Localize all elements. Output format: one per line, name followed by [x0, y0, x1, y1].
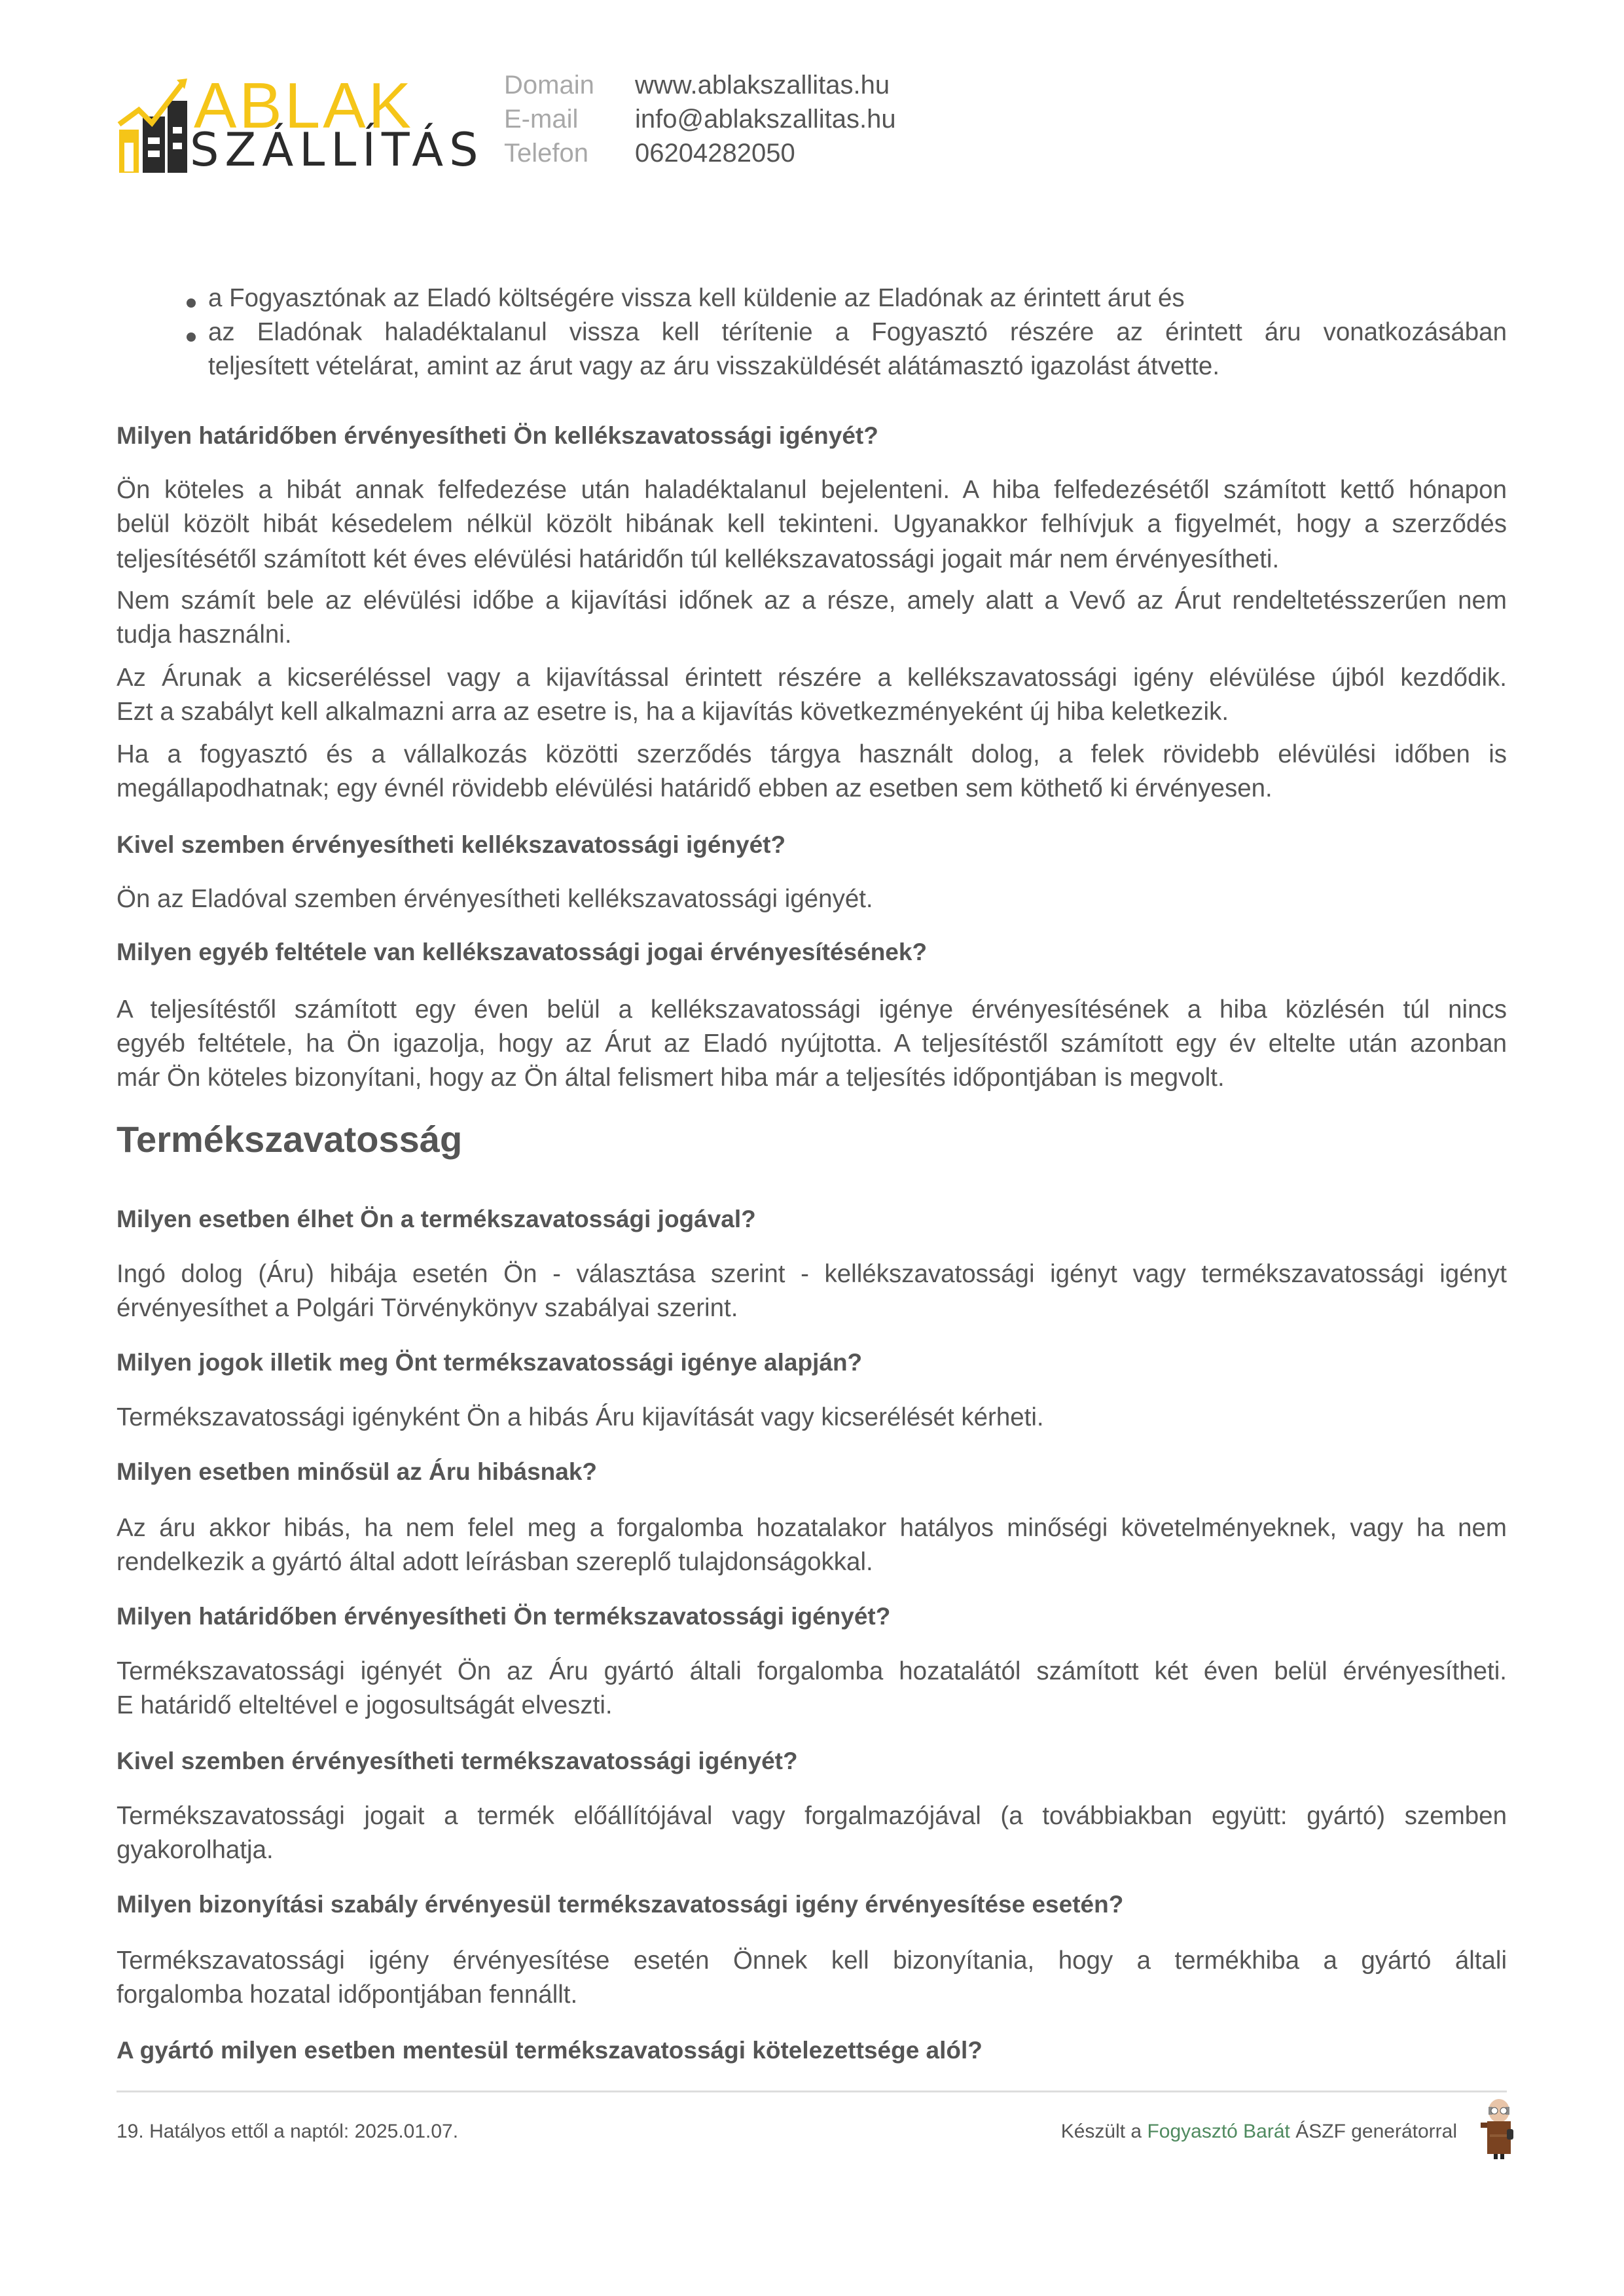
paragraph-line: Az Árunak a kicseréléssel vagy a kijavítással érintett részére a kellékszavatossági igény elévülése újból kezdődik. [117, 664, 1507, 692]
question-heading: Milyen határidőben érvényesítheti Ön termékszavatossági igényét? [117, 1603, 891, 1630]
paragraph-line: teljesítésétől számított két éves elévülési határidőn túl kellékszavatossági jogait már nem érvényesítheti. [117, 545, 1280, 573]
logo-text-szallitas: SZÁLLÍTÁS [190, 123, 484, 177]
fogyaszto-barat-link[interactable]: Fogyasztó Barát [1147, 2121, 1290, 2142]
question-heading: A gyártó milyen esetben mentesül termékszavatossági kötelezettsége alól? [117, 2037, 983, 2064]
paragraph-line: rendelkezik a gyártó által adott leírásban szereplő tulajdonságokkal. [117, 1548, 873, 1576]
effective-date-label: Hatályos ettől a naptól: 2025.01.07. [149, 2121, 459, 2142]
paragraph-line: Termékszavatossági igényét Ön az Áru gyártó általi forgalomba hozatalától számított két éven belül érvényesítheti. [117, 1657, 1507, 1685]
email-link[interactable]: info@ablakszallitas.hu [635, 105, 896, 134]
paragraph-line: egyéb feltétele, ha Ön igazolja, hogy az Árut az Eladó nyújtotta. A teljesítéstől számított egy év eltelte után azonban [117, 1030, 1507, 1058]
paragraph-line: belül közölt hibát késedelem nélkül közölt hibának kell tekinteni. Ugyanakkor felhívjuk a figyelmét, hogy a szerződés [117, 510, 1507, 538]
bullet-icon [187, 298, 196, 308]
monk-mascot-icon [1481, 2098, 1515, 2161]
question-heading: Milyen jogok illetik meg Önt termékszavatossági igénye alapján? [117, 1349, 863, 1376]
phone-link[interactable]: 06204282050 [635, 139, 795, 168]
section-title: Termékszavatosság [117, 1119, 463, 1160]
page-number: 19. [117, 2121, 144, 2142]
credit-prefix: Készült a [1060, 2121, 1142, 2142]
contact-label: E-mail [504, 105, 579, 134]
paragraph-line: Ingó dolog (Áru) hibája esetén Ön - választása szerint - kellékszavatossági igényt vagy termékszavatossági igényt [117, 1260, 1507, 1288]
paragraph-line: Ön köteles a hibát annak felfedezése után haladéktalanul bejelenteni. A hiba felfedezésétől számított kettő hónapon [117, 476, 1507, 504]
paragraph-line: forgalomba hozatal időpontjában fennállt. [117, 1981, 578, 2009]
paragraph-line: Az áru akkor hibás, ha nem felel meg a forgalomba hozatalakor hatályos minőségi követelményeknek, vagy ha nem [117, 1514, 1507, 1542]
paragraph-line: Termékszavatossági igényként Ön a hibás Áru kijavítását vagy kicserélését kérheti. [117, 1403, 1044, 1431]
contact-row-domain [504, 68, 896, 102]
logo-text-ablak: ABLAK [194, 69, 414, 141]
paragraph-line: megállapodhatnak; egy évnél rövidebb elévülési határidő ebben az esetben sem köthető ki érvényesen. [117, 774, 1272, 802]
contact-label: Telefon [504, 139, 588, 168]
paragraph-line: gyakorolhatja. [117, 1836, 274, 1864]
contact-row-phone [504, 136, 896, 170]
paragraph-line: tudja használni. [117, 620, 292, 649]
question-heading: Milyen határidőben érvényesítheti Ön kellékszavatossági igényét? [117, 422, 878, 449]
credit-suffix: ÁSZF generátorral [1295, 2121, 1457, 2142]
question-heading: Kivel szemben érvényesítheti termékszavatossági igényét? [117, 1748, 798, 1774]
paragraph-line: E határidő elteltével e jogosultságát elveszti. [117, 1691, 613, 1719]
paragraph-line: érvényesíthet a Polgári Törvénykönyv szabályai szerint. [117, 1294, 738, 1322]
question-heading: Milyen egyéb feltétele van kellékszavatossági jogai érvényesítésének? [117, 939, 928, 965]
paragraph-line: már Ön köteles bizonyítani, hogy az Ön által felismert hiba már a teljesítés időpontjában is megvolt. [117, 1064, 1225, 1092]
house-chart-icon [117, 77, 190, 175]
footer-divider [117, 2090, 1507, 2092]
paragraph-line: Ön az Eladóval szemben érvényesítheti kellékszavatossági igényét. [117, 885, 873, 913]
contact-label: Domain [504, 71, 594, 99]
contact-row-email [504, 102, 896, 136]
contact-block [504, 68, 896, 170]
paragraph-line: Termékszavatossági jogait a termék előállítójával vagy forgalmazójával (a továbbiakban együtt: gyártó) szemben [117, 1802, 1507, 1830]
bullet-item: az Eladónak haladéktalanul vissza kell térítenie a Fogyasztó részére az érintett áru vonatkozásában [208, 318, 1507, 346]
footer-effective-date [117, 2121, 458, 2143]
paragraph-line: Termékszavatossági igény érvényesítése esetén Önnek kell bizonyítania, hogy a termékhiba a gyártó általi [117, 1946, 1507, 1975]
question-heading: Milyen bizonyítási szabály érvényesül termékszavatossági igény érvényesítése esetén? [117, 1891, 1124, 1918]
question-heading: Milyen esetben minősül az Áru hibásnak? [117, 1458, 598, 1485]
question-heading: Kivel szemben érvényesítheti kellékszavatossági igényét? [117, 831, 786, 858]
bullet-icon [187, 332, 196, 342]
question-heading: Milyen esetben élhet Ön a termékszavatossági jogával? [117, 1206, 756, 1232]
footer-credit [1061, 2121, 1457, 2143]
paragraph-line: Nem számít bele az elévülési időbe a kijavítási időnek az a része, amely alatt a Vevő az Árut rendeltetésszerűen nem [117, 586, 1507, 615]
bullet-item: a Fogyasztónak az Eladó költségére vissza kell küldenie az Eladónak az érintett árut és [208, 284, 1185, 312]
domain-link[interactable]: www.ablakszallitas.hu [635, 71, 890, 99]
paragraph-line: Ha a fogyasztó és a vállalkozás közötti szerződés tárgya használt dolog, a felek rövidebb elévülési időben is [117, 740, 1507, 768]
bullet-item-continuation: teljesített vételárat, amint az árut vagy az áru visszaküldését alátámasztó igazolást átvette. [208, 352, 1220, 380]
paragraph-line: A teljesítéstől számított egy éven belül a kellékszavatossági igénye érvényesítésének a hiba közlésén túl nincs [117, 996, 1507, 1024]
company-logo [117, 69, 484, 177]
paragraph-line: Ezt a szabályt kell alkalmazni arra az esetre is, ha a kijavítás következményeként új hiba keletkezik. [117, 698, 1229, 726]
